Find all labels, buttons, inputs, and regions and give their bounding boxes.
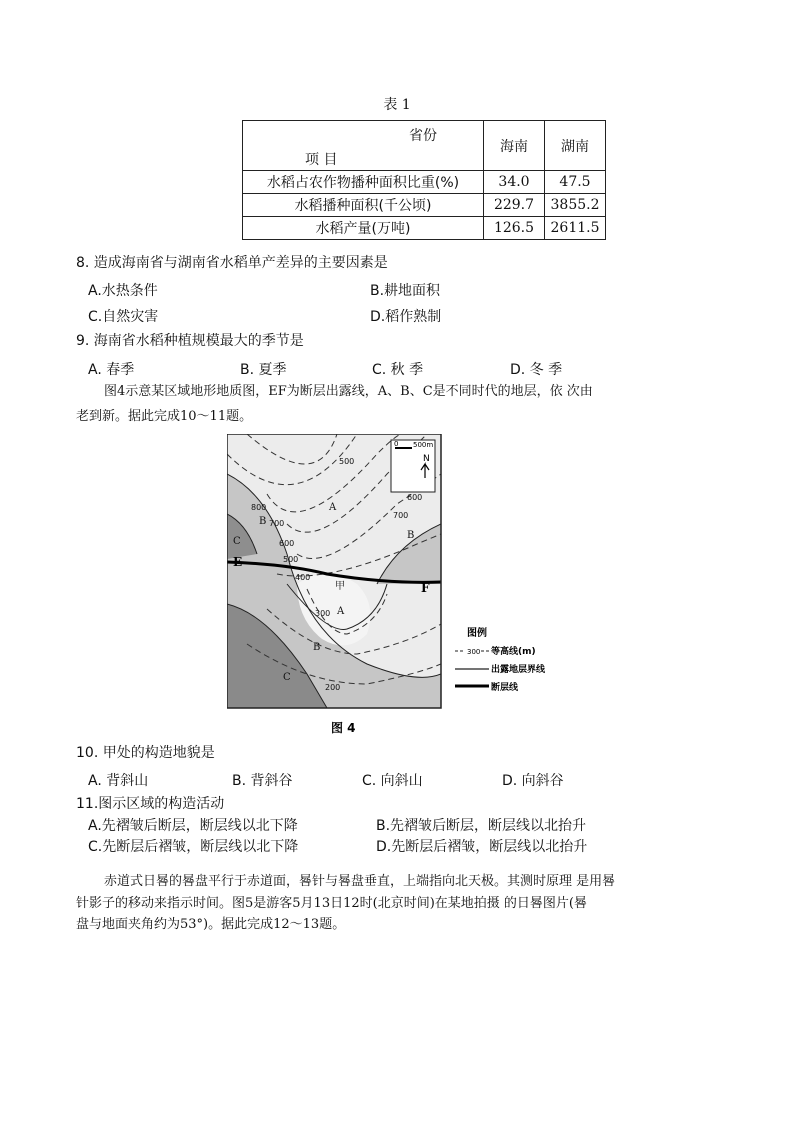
question-8-stem: 8. 造成海南省与湖南省水稻单产差异的主要因素是: [76, 255, 388, 271]
cell-value: 229.7: [484, 194, 545, 217]
contour-label: 400: [295, 573, 311, 582]
geologic-map-figure: [227, 434, 567, 740]
q8-option-c[interactable]: C.自然灾害: [88, 309, 159, 325]
region-label: C: [283, 672, 291, 683]
legend-fault-label: 断层线: [491, 683, 519, 693]
cell-value: 3855.2: [545, 194, 606, 217]
cell-value: 47.5: [545, 171, 606, 194]
q11-option-c[interactable]: C.先断层后褶皱，断层线以北下降: [88, 839, 299, 855]
region-label: A: [337, 606, 345, 617]
q8-option-d[interactable]: D.稻作熟制: [370, 309, 442, 325]
q10-option-b[interactable]: B. 背斜谷: [232, 773, 293, 789]
question-10-stem: 10. 甲处的构造地貌是: [76, 745, 215, 761]
contour-label: 600: [407, 493, 423, 502]
header-item: 项 目: [305, 152, 338, 168]
point-e-label: E: [233, 555, 243, 569]
row-label: 水稻产量(万吨): [243, 217, 484, 240]
contour-label: 700: [269, 519, 285, 528]
q11-option-d[interactable]: D.先断层后褶皱，断层线以北抬升: [376, 839, 588, 855]
scale-label: 500m: [413, 441, 434, 449]
contour-label: 800: [251, 503, 267, 512]
intro-fig5-line2: 针影子的移动来指示时间。图5是游客5月13日12时(北京时间)在某地拍摄 的日晷图片(晷: [76, 896, 587, 911]
q9-option-d[interactable]: D. 冬 季: [510, 362, 563, 378]
q10-option-c[interactable]: C. 向斜山: [362, 773, 423, 789]
contour-label: 500: [283, 555, 299, 564]
table-row: [243, 217, 606, 240]
question-11-stem: 11.图示区域的构造活动: [76, 796, 225, 812]
q9-option-c[interactable]: C. 秋 季: [372, 362, 424, 378]
scale-zero: 0: [394, 440, 399, 448]
q10-option-d[interactable]: D. 向斜谷: [502, 773, 564, 789]
question-9-stem: 9. 海南省水稻种植规模最大的季节是: [76, 333, 304, 349]
legend-contour-label: 等高线(m): [491, 647, 536, 657]
legend-boundary-label: 出露地层界线: [491, 665, 546, 675]
intro-fig4-line1: 图4示意某区域地形地质图，EF为断层出露线，A、B、C是不同时代的地层，依 次由: [104, 384, 593, 399]
region-label: B: [313, 642, 321, 653]
north-label: N: [423, 454, 430, 464]
q9-option-b[interactable]: B. 夏季: [240, 362, 287, 378]
col-hunan: 湖南: [545, 121, 606, 171]
contour-label: 200: [325, 683, 341, 692]
row-label: 水稻占农作物播种面积比重(%): [243, 171, 484, 194]
table-header-diagonal: [243, 121, 484, 171]
q8-option-b[interactable]: B.耕地面积: [370, 283, 441, 299]
intro-fig5-line3: 盘与地面夹角约为53°)。据此完成12～13题。: [76, 917, 346, 932]
legend: [455, 626, 546, 693]
table-row: [243, 171, 606, 194]
q10-option-a[interactable]: A. 背斜山: [88, 773, 149, 789]
table-caption: 表 1: [383, 97, 411, 113]
contour-label: 500: [339, 457, 355, 466]
region-label: A: [329, 502, 337, 513]
contour-label: 700: [393, 511, 409, 520]
q9-option-a[interactable]: A. 春季: [88, 362, 135, 378]
data-table: [242, 120, 606, 240]
intro-fig5-line1: 赤道式日晷的晷盘平行于赤道面，晷针与晷盘垂直，上端指向北天极。其测时原理 是用晷: [104, 874, 616, 889]
legend-title: 图例: [467, 628, 487, 639]
table-row: [243, 194, 606, 217]
header-province: 省份: [409, 128, 437, 144]
q11-option-a[interactable]: A.先褶皱后断层，断层线以北下降: [88, 818, 298, 834]
cell-value: 2611.5: [545, 217, 606, 240]
cell-value: 126.5: [484, 217, 545, 240]
region-label: B: [259, 516, 267, 527]
region-label: C: [233, 536, 241, 547]
point-jia-label: 甲: [335, 581, 345, 592]
cell-value: 34.0: [484, 171, 545, 194]
q8-option-a[interactable]: A.水热条件: [88, 283, 158, 299]
intro-fig4-line2: 老到新。据此完成10～11题。: [76, 409, 253, 424]
legend-contour-number: 300: [467, 648, 481, 656]
contour-label: 300: [315, 609, 331, 618]
contour-label: 600: [279, 539, 295, 548]
region-label: B: [407, 530, 415, 541]
point-f-label: F: [421, 581, 430, 595]
figure-caption: 图 4: [331, 721, 356, 735]
row-label: 水稻播种面积(千公顷): [243, 194, 484, 217]
q11-option-b[interactable]: B.先褶皱后断层，断层线以北抬升: [376, 818, 587, 834]
col-hainan: 海南: [484, 121, 545, 171]
